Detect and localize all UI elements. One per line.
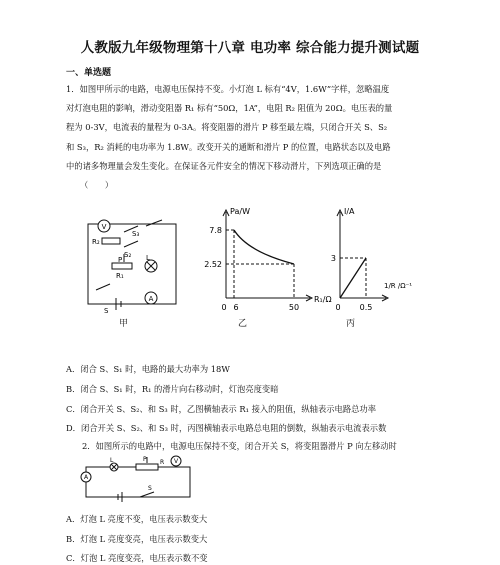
q2-ammeter-label: A	[83, 474, 89, 481]
page-title: 人教版九年级物理第十八章 电功率 综合能力提升测试题	[80, 40, 420, 56]
s2-label: S₂	[124, 251, 132, 259]
switch-s-label: S	[104, 307, 109, 314]
graph-yi-ytick: 7.8	[209, 226, 222, 235]
lamp-label: L	[146, 254, 150, 262]
q2-option-b: B．灯泡 L 亮度变亮，电压表示数变大	[66, 534, 208, 544]
slider-p-label: P	[118, 256, 123, 264]
q2-slider-label: P	[143, 456, 147, 463]
q1-line: 和 S₃，R₂ 消耗的电功率为 1.8W。改变开关的通断和滑片 P 的位置，电路状态以及电路	[66, 141, 391, 152]
question-1-figures	[66, 202, 426, 314]
q1-line: 对灯泡电阻的影响，滑动变阻器 R₁ 标有“50Ω，1A”，电阻 R₂ 阻值为 20Ω。电压表的量	[66, 103, 393, 114]
q2-voltmeter-label: V	[173, 458, 179, 465]
q2-lamp-label: L	[110, 457, 114, 464]
q2-switch-label: S	[148, 485, 152, 492]
graph-yi-xtick: 0	[221, 303, 227, 312]
q1-option-c: C．闭合开关 S、S₂、和 S₃ 时，乙图横轴表示 R₁ 接入的阻值，纵轴表示电路总功率	[66, 404, 377, 414]
q1-line: 中的诸多物理量会发生变化。在保证各元件安全的情况下移动滑片，下列选项正确的是	[66, 160, 382, 171]
q1-answer-blank: （ ）	[80, 180, 114, 191]
graph-bing-ytick: 3	[330, 254, 336, 263]
graph-yi-xtick: 6	[233, 303, 239, 312]
q1-line: 程为 0-3V，电流表的量程为 0-3A。将变阻器的滑片 P 移至最左端，只闭合开关 S、S₂	[66, 122, 388, 133]
q2-resistor-label: R	[160, 459, 165, 466]
graph-yi-ylabel: Pa/W	[230, 207, 250, 216]
graph-bing	[337, 210, 388, 301]
graph-bing-ylabel: I/A	[344, 207, 355, 216]
graph-yi-xtick: 50	[288, 303, 300, 312]
figure-label-yi: 乙	[238, 319, 248, 329]
q1-line: 1．如图甲所示的电路，电源电压保持不变。小灯泡 L 标有“4V，1.6W”字样，忽略温度	[66, 84, 390, 94]
r2-label: R₂	[92, 238, 100, 246]
graph-bing-xtick: 0.5	[359, 303, 373, 312]
q2-option-a: A．灯泡 L 亮度不变，电压表示数变大	[66, 514, 208, 524]
figure-label-bing: 丙	[346, 319, 356, 329]
question-1-stem	[66, 80, 440, 195]
s3-label: S₃	[132, 230, 140, 238]
ammeter-label: A	[148, 295, 154, 303]
q2-option-c: C．灯泡 L 亮度变亮，电压表示数不变	[66, 553, 208, 563]
q1-option-d: D．闭合开关 S、S₂、和 S₃ 时，丙图横轴表示电路总电阻的倒数，纵轴表示电流表示数	[66, 423, 387, 433]
graph-yi	[223, 210, 312, 301]
q1-option-a: A．闭合 S、S₁ 时，电路的最大功率为 18W	[66, 364, 230, 374]
graph-yi-ytick: 2.52	[204, 260, 222, 269]
figure-label-jia: 甲	[119, 319, 129, 329]
r1-label: R₁	[116, 272, 124, 280]
graph-bing-xlabel: 1/R /Ω⁻¹	[384, 282, 413, 290]
q1-option-b: B．闭合 S、S₁ 时，R₁ 的滑片向右移动时，灯泡亮度变暗	[66, 384, 279, 394]
graph-yi-xlabel: R₁/Ω	[314, 295, 332, 304]
question-2-stem: 2．如图所示的电路中，电源电压保持不变，闭合开关 S，将变阻器滑片 P 向左移动时	[82, 441, 397, 451]
graph-bing-xtick: 0	[335, 303, 341, 312]
question-2-circuit	[74, 455, 204, 503]
voltmeter-label: V	[101, 223, 107, 231]
section-heading: 一、单选题	[66, 68, 112, 78]
